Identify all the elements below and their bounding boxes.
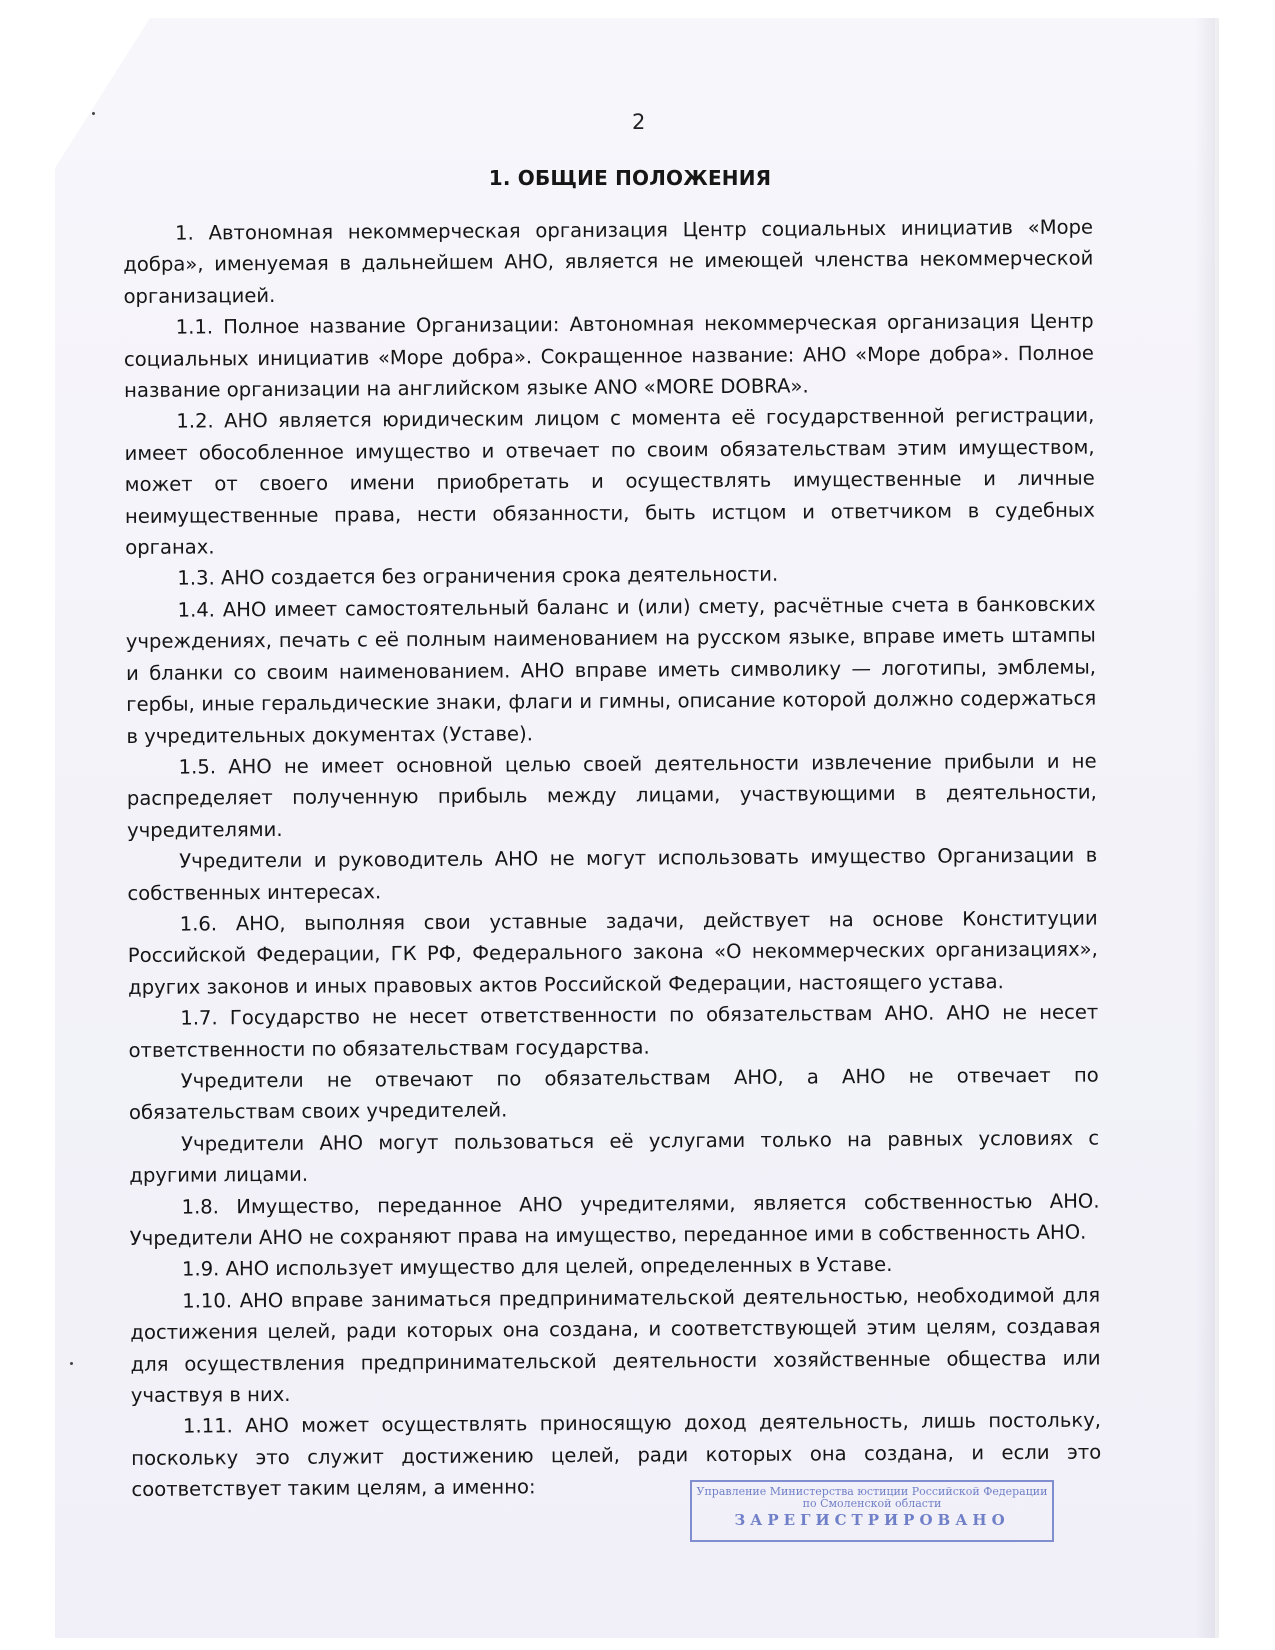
folded-corner (55, 18, 150, 168)
scan-speck (70, 1362, 73, 1365)
registration-stamp (690, 1480, 1054, 1542)
paragraph-1: 1. Автономная некоммерческая организация Центр социальных инициатив «Море добра», именуемая в дальнейшем АНО, является не имеющей членства некоммерческой организацией. (123, 215, 1094, 308)
document-body (123, 212, 1102, 1506)
paragraph-1-5-founders-property: Учредители и руководитель АНО не могут использовать имущество Организации в собственных интересах. (127, 843, 1098, 905)
paragraph-1-7-founders-liability: Учредители не отвечают по обязательствам АНО, а АНО не отвечает по обязательствам своих учредителей. (128, 1063, 1099, 1125)
paragraph-1-5: 1.5. АНО не имеет основной целью своей деятельности извлечение прибыли и не распределяет полученную прибыль между лицами, участвующими в деятельности, учредителями. (126, 749, 1097, 842)
stamp-authority: Управление Министерства юстиции Российской Федерации (696, 1485, 1048, 1498)
paragraph-1-6: 1.6. АНО, выполняя свои уставные задачи, действует на основе Конституции Российской Федерации, ГК РФ, Федерального закона «О некоммерческих организациях», других законов и иных правовых актов Российской Федерации, настоящего устава. (127, 906, 1098, 999)
paragraph-1-9: 1.9. АНО использует имущество для целей, определенных в Уставе. (181, 1253, 893, 1282)
stamp-region: по Смоленской области (802, 1497, 942, 1510)
stamp-registered-label: ЗАРЕГИСТРИРОВАНО (734, 1511, 1010, 1529)
paragraph-1-10: 1.10. АНО вправе заниматься предпринимательской деятельностью, необходимой для достижения целей, ради которых она создана, и соответствующей этим целям, создавая для осуществления предпринимательской деятельности хозяйственные общества или участвуя в них. (130, 1283, 1101, 1408)
paragraph-1-3: 1.3. АНО создается без ограничения срока деятельности. (177, 563, 779, 591)
paper-edge-shadow (1195, 18, 1219, 1638)
section-title: 1. ОБЩИЕ ПОЛОЖЕНИЯ (488, 166, 772, 190)
paragraph-1-7-founders-services: Учредители АНО могут пользоваться её услугами только на равных условиях с другими лицами. (129, 1126, 1100, 1188)
paragraph-1-1: 1.1. Полное название Организации: Автономная некоммерческая организация Центр социальных инициатив «Море добра». Сокращенное название: АНО «Море добра». Полное название организации на английском языке ANO «MORE DOBRA». (123, 309, 1094, 403)
paragraph-1-7: 1.7. Государство не несет ответственности по обязательствам АНО. АНО не несет ответственности по обязательствам государства. (128, 1000, 1099, 1062)
paragraph-1-2: 1.2. АНО является юридическим лицом с момента её государственной регистрации, имеет обособленное имущество и отвечает по своим обязательствам этим имуществом, может от своего имени приобретать и осуществлять имущественные и личные неимущественные права, нести обязанности, быть истцом и ответчиком в судебных органах. (124, 404, 1096, 560)
paragraph-1-4: 1.4. АНО имеет самостоятельный баланс и (или) смету, расчётные счета в банковских учреждениях, печать с её полным наименованием на русском языке, вправе иметь штампы и бланки со своим наименованием. АНО вправе иметь символику — логотипы, эмблемы, гербы, иные геральдические знаки, флаги и гимны, описание которой должно содержаться в учредительных документах (Уставе). (125, 592, 1097, 748)
scan-speck (92, 112, 95, 115)
paragraph-1-8: 1.8. Имущество, переданное АНО учредителями, является собственностью АНО. Учредители АНО не сохраняют права на имущество, переданное ими в собственность АНО. (129, 1189, 1100, 1250)
page-number: 2 (632, 110, 646, 134)
paragraph-1-11: 1.11. АНО может осуществлять приносящую доход деятельность, лишь постольку, поскольку это служит достижению целей, ради которых она создана, и если это соответствует таким целям, а именно: (131, 1408, 1102, 1502)
